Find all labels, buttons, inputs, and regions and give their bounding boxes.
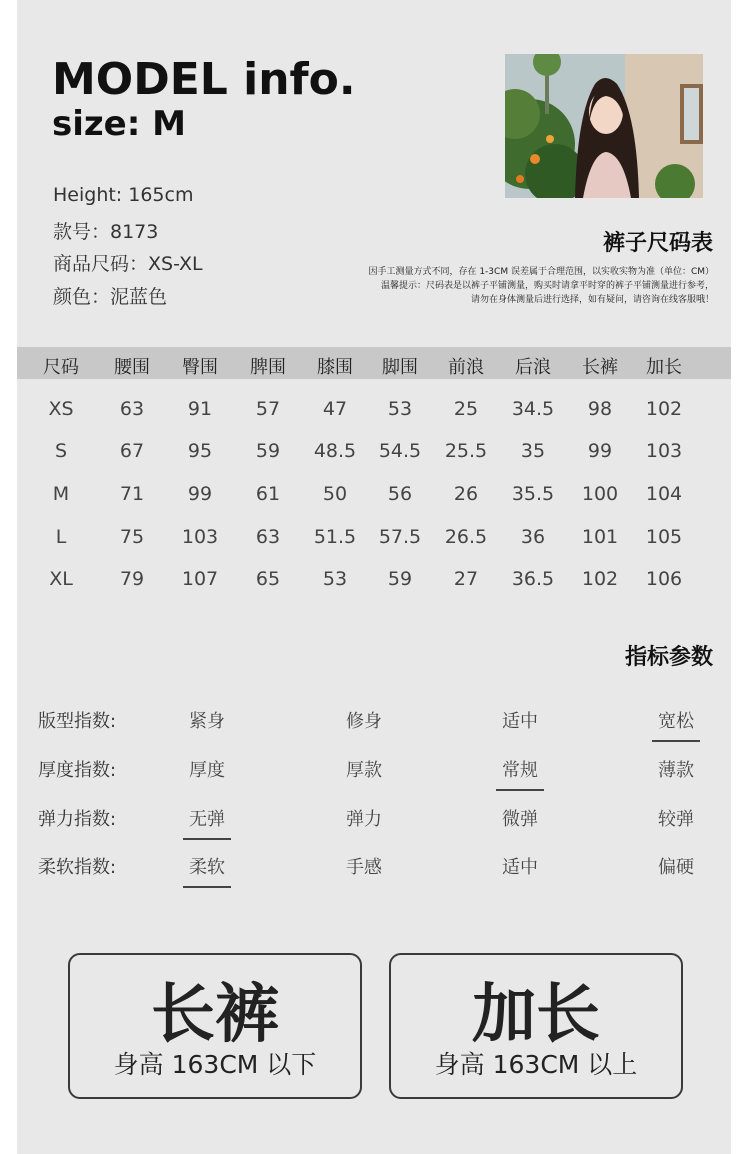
size-table-header-cell: 腰围 <box>114 357 150 378</box>
index-option: 手感 <box>346 857 382 878</box>
size-table-size-label: M <box>52 483 70 505</box>
size-table-cell: 65 <box>255 568 281 590</box>
index-option: 紧身 <box>189 711 225 732</box>
info-style-number: 款号：8173 <box>53 221 159 243</box>
size-table-header-cell: 长裤 <box>582 357 618 378</box>
size-table-cell: 105 <box>645 526 683 548</box>
model-title: MODEL info. <box>52 54 356 105</box>
size-table-cell: 67 <box>119 440 145 462</box>
info-size-range: 商品尺码：XS-XL <box>53 253 203 275</box>
size-table-cell: 48.5 <box>313 440 357 462</box>
size-table-size-label: L <box>55 526 67 548</box>
size-table-cell: 102 <box>645 398 683 420</box>
size-table-cell: 53 <box>387 398 413 420</box>
index-row-label: 柔软指数: <box>38 857 117 878</box>
size-table-header-cell: 前浪 <box>448 357 484 378</box>
size-table-cell: 54.5 <box>378 440 422 462</box>
box-regular-title: 长裤 <box>151 978 279 1052</box>
size-table-cell: 59 <box>387 568 413 590</box>
index-option-selected: 无弹 <box>189 805 225 831</box>
size-table-header-cell: 膝围 <box>317 357 353 378</box>
info-height: Height: 165cm <box>53 184 194 206</box>
index-option: 微弹 <box>502 809 538 830</box>
model-size: size: M <box>52 104 187 144</box>
info-color: 颜色：泥蓝色 <box>53 286 168 308</box>
size-table-cell: 57.5 <box>378 526 422 548</box>
box-regular-length <box>68 953 362 1099</box>
size-table-cell: 63 <box>119 398 145 420</box>
index-row-label: 弹力指数: <box>38 809 117 830</box>
size-table-header-cell: 后浪 <box>515 357 551 378</box>
index-option: 厚款 <box>346 760 382 781</box>
index-option: 修身 <box>346 711 382 732</box>
index-option: 厚度 <box>189 760 225 781</box>
size-table-header-cell: 脚围 <box>382 357 418 378</box>
size-table-cell: 95 <box>187 440 213 462</box>
size-table-cell: 99 <box>187 483 213 505</box>
index-option-selected: 常规 <box>502 756 538 782</box>
size-table-cell: 100 <box>581 483 619 505</box>
size-table-header-cell: 加长 <box>646 357 682 378</box>
size-chart-note-3: 请勿在身体测量后进行选择，如有疑问，请咨询在线客服哦！ <box>470 295 714 305</box>
size-table-cell: 61 <box>255 483 281 505</box>
size-table-cell: 50 <box>322 483 348 505</box>
size-table-cell: 35.5 <box>511 483 555 505</box>
size-table-size-label: XL <box>49 568 73 590</box>
box-extended-title: 加长 <box>472 978 600 1052</box>
size-chart-note-2: 温馨提示：尺码表是以裤子平铺测量，购买时请拿平时穿的裤子平铺测量进行参考， <box>380 281 714 291</box>
size-table-cell: 25.5 <box>444 440 488 462</box>
size-table-cell: 59 <box>255 440 281 462</box>
index-option-selected: 宽松 <box>658 707 694 733</box>
index-row-label: 版型指数: <box>38 711 117 732</box>
index-title: 指标参数 <box>624 645 713 670</box>
size-table-cell: 75 <box>119 526 145 548</box>
index-option: 偏硬 <box>658 857 694 878</box>
size-table-cell: 47 <box>322 398 348 420</box>
size-table-cell: 35 <box>520 440 546 462</box>
index-row-label: 厚度指数: <box>38 760 117 781</box>
size-table-cell: 26.5 <box>444 526 488 548</box>
size-table-cell: 107 <box>181 568 219 590</box>
size-table-header-cell: 脾围 <box>250 357 286 378</box>
size-table-cell: 51.5 <box>313 526 357 548</box>
size-table-cell: 106 <box>645 568 683 590</box>
size-table-cell: 104 <box>645 483 683 505</box>
size-table-cell: 101 <box>581 526 619 548</box>
size-chart-note-1: 因手工测量方式不同，存在 1-3CM 误差属于合理范围，以实收实物为准（单位：CM） <box>368 267 714 277</box>
index-option-selected: 柔软 <box>189 853 225 879</box>
size-table-cell: 102 <box>581 568 619 590</box>
box-extended-subtitle: 身高 163CM 以上 <box>434 1050 638 1079</box>
size-table-cell: 91 <box>187 398 213 420</box>
model-photo <box>505 54 703 198</box>
index-option: 较弹 <box>658 809 694 830</box>
size-table-cell: 57 <box>255 398 281 420</box>
box-regular-subtitle: 身高 163CM 以下 <box>113 1050 317 1079</box>
size-table-header-cell: 臀围 <box>182 357 218 378</box>
size-table-size-label: S <box>54 440 68 462</box>
size-table-cell: 103 <box>181 526 219 548</box>
box-extended-length <box>389 953 683 1099</box>
size-table-cell: 36 <box>520 526 546 548</box>
size-table-cell: 63 <box>255 526 281 548</box>
size-table-cell: 26 <box>453 483 479 505</box>
size-table-cell: 56 <box>387 483 413 505</box>
size-table-cell: 98 <box>587 398 613 420</box>
size-table-cell: 53 <box>322 568 348 590</box>
size-chart-title: 裤子尺码表 <box>602 231 713 256</box>
index-option: 弹力 <box>346 809 382 830</box>
size-table-cell: 34.5 <box>511 398 555 420</box>
size-table-cell: 71 <box>119 483 145 505</box>
size-table-cell: 36.5 <box>511 568 555 590</box>
size-table-header-cell: 尺码 <box>43 357 79 378</box>
size-table-cell: 103 <box>645 440 683 462</box>
index-option: 适中 <box>502 857 538 878</box>
size-table-size-label: XS <box>48 398 74 420</box>
index-option: 适中 <box>502 711 538 732</box>
size-table-cell: 79 <box>119 568 145 590</box>
index-option: 薄款 <box>658 760 694 781</box>
size-table-cell: 99 <box>587 440 613 462</box>
size-table-cell: 25 <box>453 398 479 420</box>
size-table-cell: 27 <box>453 568 479 590</box>
